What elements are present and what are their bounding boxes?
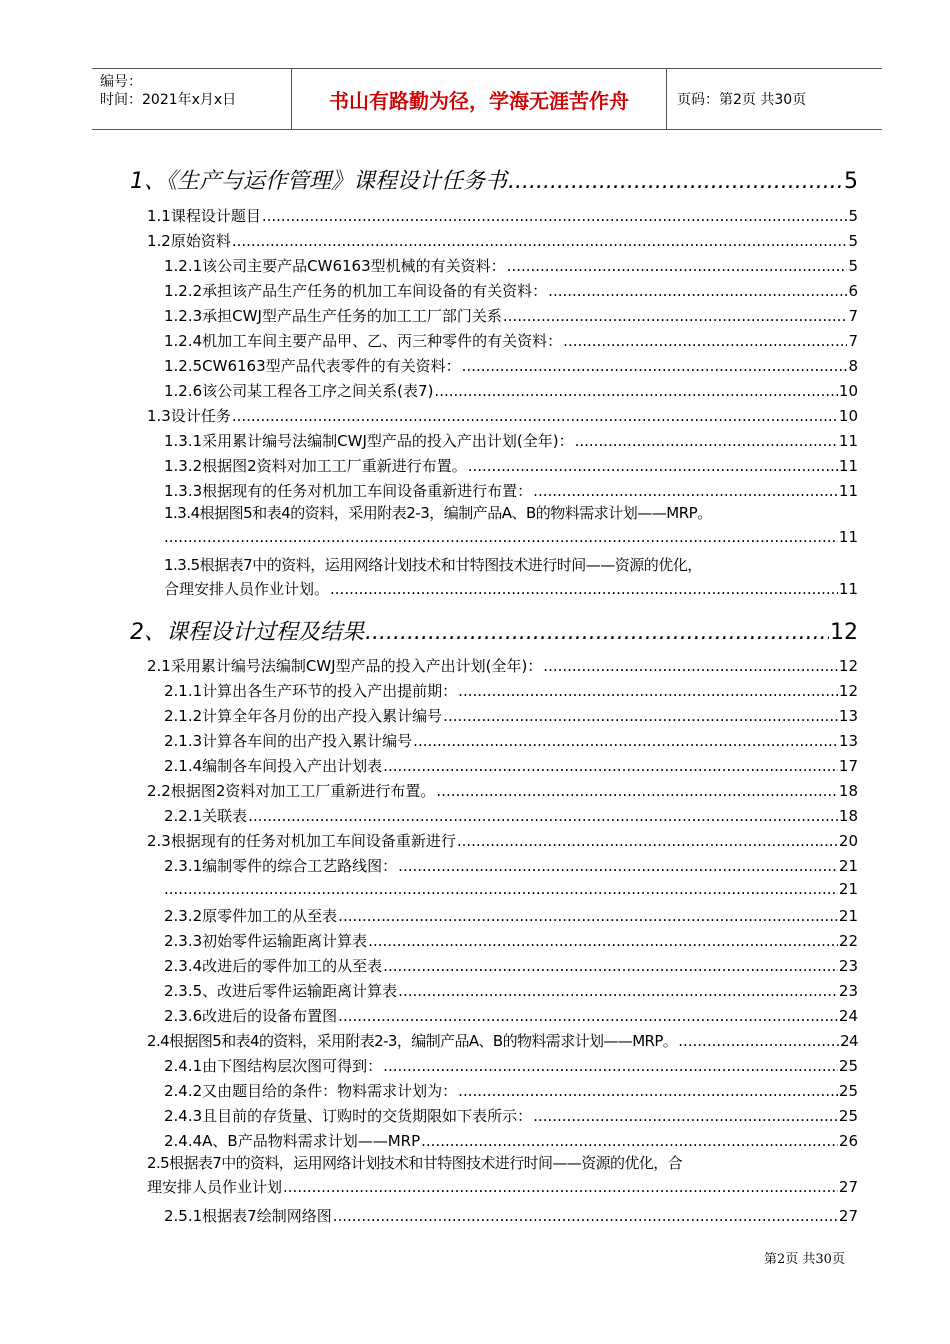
toc-entry-2-4-4[interactable]: 2.4.4A、B产品物料需求计划——MRP ..... 26 xyxy=(164,1130,858,1151)
toc-entry-2-5-1[interactable]: 2.5.1根据表7绘制网络图 ..... 27 xyxy=(164,1205,858,1226)
toc-entry-1-3-3[interactable]: 1.3.3根据现有的任务对机加工车间设备重新进行布置： ..... 11 xyxy=(164,480,858,501)
toc-entry-1-2[interactable]: 1.2原始资料 ..... 5 xyxy=(147,230,858,251)
toc-entry-1-2-3[interactable]: 1.2.3承担CWJ型产品生产任务的加工工厂部门关系 ..... 7 xyxy=(164,305,858,326)
toc-entry-2-3-blank[interactable]: ..... 21 xyxy=(164,880,858,898)
toc-entry-2-1-3[interactable]: 2.1.3计算各车间的出产投入累计编号 ..... 13 xyxy=(164,730,858,751)
toc-entry-1-2-6[interactable]: 1.2.6该公司某工程各工序之间关系(表7) ..... 10 xyxy=(164,380,858,401)
toc-entry-1-2-1[interactable]: 1.2.1该公司主要产品CW6163型机械的有关资料： ..... 5 xyxy=(164,255,858,276)
page-header xyxy=(92,68,882,130)
header-time: 时间：2021年x月x日 xyxy=(100,92,237,108)
header-number: 编号： xyxy=(100,74,142,90)
toc-entry-1-2-4[interactable]: 1.2.4机加工车间主要产品甲、乙、丙三种零件的有关资料： ..... 7 xyxy=(164,330,858,351)
toc-entry-1-2-5[interactable]: 1.2.5CW6163型产品代表零件的有关资料： ..... 8 xyxy=(164,355,858,376)
toc-entry-2-3-6[interactable]: 2.3.6改进后的设备布置图 ..... 24 xyxy=(164,1005,858,1026)
toc-entry-2-4-3[interactable]: 2.4.3且目前的存货量、订购时的交货期限如下表所示： ..... 25 xyxy=(164,1105,858,1126)
toc-entry-2[interactable]: 2、课程设计过程及结果 ..... 12 xyxy=(130,615,858,646)
header-motto: 书山有路勤为径，学海无涯苦作舟 xyxy=(292,69,667,129)
toc-entry-2-4-1[interactable]: 2.4.1由下图结构层次图可得到： ..... 25 xyxy=(164,1055,858,1076)
toc-entry-2-3-2[interactable]: 2.3.2原零件加工的从至表 ..... 21 xyxy=(164,905,858,926)
toc-entry-2-3-4[interactable]: 2.3.4改进后的零件加工的从至表 ..... 23 xyxy=(164,955,858,976)
toc-entry-1-1[interactable]: 1.1课程设计题目 ..... 5 xyxy=(147,205,858,226)
toc-entry-1-3-5[interactable]: 1.3.5根据表7中的资料，运用网络计划技术和甘特图技术进行时间——资源的优化， 合理安排人员作业计划。 ..... 11 xyxy=(164,553,858,601)
toc-entry-2-3-5[interactable]: 2.3.5、改进后零件运输距离计算表 ..... 23 xyxy=(164,980,858,1001)
toc-entry-2-1[interactable]: 2.1采用累计编号法编制CWJ型产品的投入产出计划(全年)： ..... 12 xyxy=(147,655,858,676)
toc-entry-1-3-4[interactable]: 1.3.4根据图5和表4的资料，采用附表2-3，编制产品A、B的物料需求计划——MRP。 ..... 11 xyxy=(164,501,858,549)
toc-entry-2-4-2[interactable]: 2.4.2又由题目给的条件：物料需求计划为： ..... 25 xyxy=(164,1080,858,1101)
toc-entry-2-5[interactable]: 2.5根据表7中的资料，运用网络计划技术和甘特图技术进行时间——资源的优化，合 理安排人员作业计划 ..... 27 xyxy=(147,1151,858,1199)
page-footer: 第2页 共30页 xyxy=(764,1252,845,1267)
toc-entry-2-2-1[interactable]: 2.2.1关联表 ..... 18 xyxy=(164,805,858,826)
toc-entry-2-1-1[interactable]: 2.1.1计算出各生产环节的投入产出提前期： ..... 12 xyxy=(164,680,858,701)
toc-entry-1-3-1[interactable]: 1.3.1采用累计编号法编制CWJ型产品的投入产出计划(全年)： ..... 11 xyxy=(164,430,858,451)
toc-entry-2-3-1[interactable]: 2.3.1编制零件的综合工艺路线图： ..... 21 xyxy=(164,855,858,876)
toc-entry-2-1-4[interactable]: 2.1.4编制各车间投入产出计划表 ..... 17 xyxy=(164,755,858,776)
toc-entry-1-3-2[interactable]: 1.3.2根据图2资料对加工工厂重新进行布置。 ..... 11 xyxy=(164,455,858,476)
toc-entry-2-1-2[interactable]: 2.1.2计算全年各月份的出产投入累计编号 ..... 13 xyxy=(164,705,858,726)
toc-entry-2-3[interactable]: 2.3根据现有的任务对机加工车间设备重新进行 ..... 20 xyxy=(147,830,858,851)
header-meta xyxy=(92,69,292,129)
toc-entry-1-2-2[interactable]: 1.2.2承担该产品生产任务的机加工车间设备的有关资料： ..... 6 xyxy=(164,280,858,301)
toc-entry-1[interactable]: 1、《生产与运作管理》课程设计任务书 ..... 5 xyxy=(130,164,858,195)
toc-entry-2-2[interactable]: 2.2根据图2资料对加工工厂重新进行布置。 ..... 18 xyxy=(147,780,858,801)
header-page: 页码：第2页 共30页 xyxy=(677,92,807,108)
toc-entry-1-3[interactable]: 1.3设计任务 ..... 10 xyxy=(147,405,858,426)
toc-entry-2-3-3[interactable]: 2.3.3初始零件运输距离计算表 ..... 22 xyxy=(164,930,858,951)
toc-entry-2-4[interactable]: 2.4根据图5和表4的资料，采用附表2-3，编制产品A、B的物料需求计划——MRP。 ..... 24 xyxy=(147,1030,858,1051)
